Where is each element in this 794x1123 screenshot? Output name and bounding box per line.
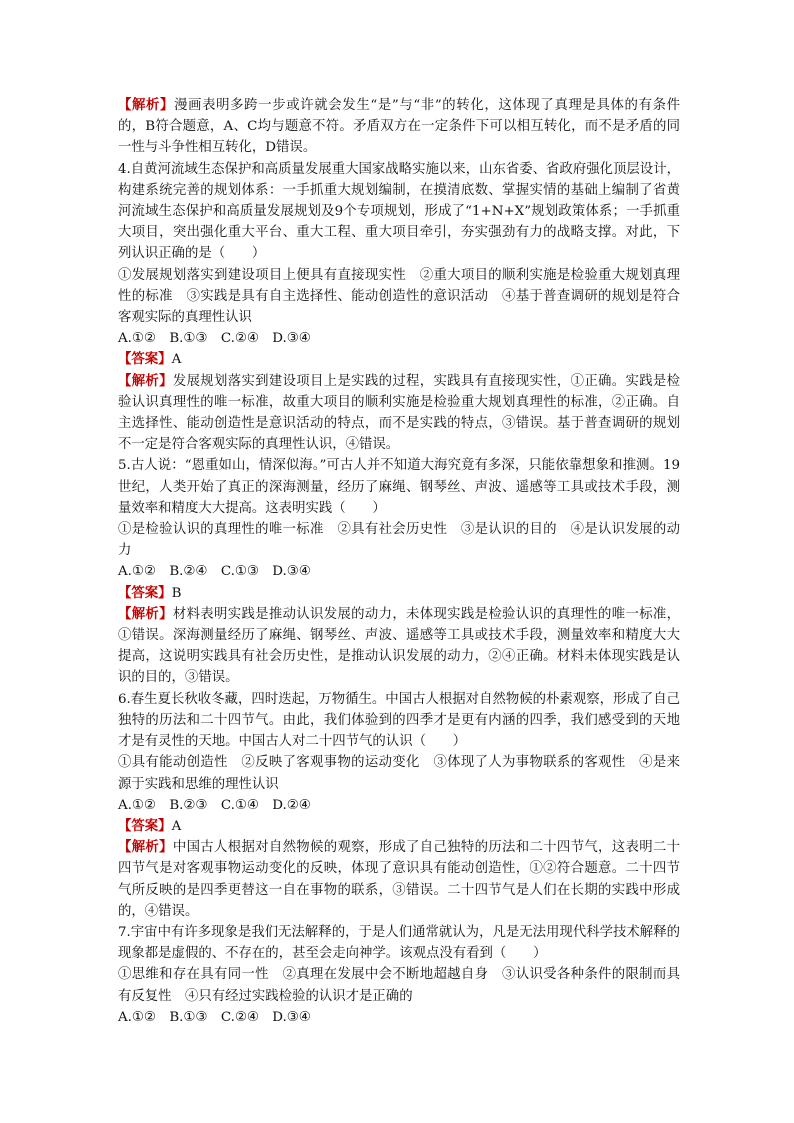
answer-paragraph bbox=[118, 583, 680, 604]
question-7-options: A.①② B.①③ C.②④ D.③④ bbox=[118, 1009, 311, 1025]
analysis-tag: 【解析】 bbox=[118, 605, 173, 622]
answer-tag: 【答案】 bbox=[118, 351, 172, 368]
answer-value: B bbox=[171, 585, 182, 601]
question-4-options: A.①② B.①③ C.②④ D.③④ bbox=[118, 331, 311, 347]
question-6-statements: ①具有能动创造性 ②反映了客观事物的运动变化 ③体现了人为事物联系的客观性 ④是来源于实践和思维的理性认识 bbox=[118, 755, 680, 792]
answer-tag: 【答案】 bbox=[118, 817, 172, 834]
question-6-options: A.①② B.②③ C.①④ D.②④ bbox=[118, 797, 311, 813]
analysis-tag: 【解析】 bbox=[118, 97, 175, 113]
question-4-stem: 4.自黄河流域生态保护和高质量发展重大国家战略实施以来，山东省委、省政府强化顶层设计，构建系统完善的规划体系：一手抓重大规划编制，在摸清底数、掌握实情的基础上编制了省黄河流域生态保护和高质量发展规划及9个专项规划，形成了“1+N+X”规划政策体系；一手抓重大项目，突出强化重大平台、重大工程、重大项目牵引，夯实强劲有力的战略支撑。对此，下列认识正确的是（ ） bbox=[118, 161, 680, 262]
document-page bbox=[118, 95, 680, 1028]
question-4-statements: ①发展规划落实到建设项目上便具有直接现实性 ②重大项目的顺利实施是检验重大规划真理性的标准 ③实践是具有自主选择性、能动创造性的意识活动 ④基于普查调研的规划是符合客观实际的真理性认识 bbox=[118, 267, 680, 326]
question-7-statements: ①思维和存在具有同一性 ②真理在发展中会不断地超越自身 ③认识受各种条件的限制而具有反复性 ④只有经过实践检验的认识才是正确的 bbox=[118, 967, 680, 1004]
question-5-options: A.①② B.②④ C.①③ D.③④ bbox=[118, 564, 311, 580]
analysis-paragraph bbox=[118, 604, 680, 689]
analysis-text: 发展规划落实到建设项目上是实践的过程，实践具有直接现实性，①正确。实践是检验认识真理性的唯一标准，故重大项目的顺利实施是检验重大规划真理性的标准，②正确。自主选择性、能动创造性是意识活动的特点，而不是实践的特点，③错误。基于普查调研的规划不一定是符合客观实际的真理性认识，④错误。 bbox=[118, 373, 681, 453]
analysis-text: 材料表明实践是推动认识发展的动力，未体现实践是检验认识的真理性的唯一标准，①错误。深海测量经历了麻绳、钢琴丝、声波、遥感等工具或技术手段，测量效率和精度大大提高，这说明实践具有社会历史性，是推动认识发展的动力，②④正确。材料未体现实践是认识的目的，③错误。 bbox=[118, 606, 681, 686]
analysis-paragraph bbox=[118, 95, 680, 159]
analysis-paragraph bbox=[118, 371, 680, 456]
analysis-paragraph bbox=[118, 837, 680, 922]
answer-tag: 【答案】 bbox=[118, 584, 172, 601]
answer-value: A bbox=[171, 818, 182, 834]
answer-value: A bbox=[171, 352, 182, 368]
analysis-tag: 【解析】 bbox=[118, 839, 173, 856]
question-5-statements: ①是检验认识的真理性的唯一标准 ②具有社会历史性 ③是认识的目的 ④是认识发展的动力 bbox=[118, 522, 680, 559]
analysis-text: 中国古人根据对自然物候的观察，形成了自己独特的历法和二十四节气，这表明二十四节气是对客观事物运动变化的反映，体现了意识具有能动创造性，①②符合题意。二十四节气所反映的是四季更替这一自在事物的联系，③错误。二十四节气是人们在长期的实践中形成的，④错误。 bbox=[118, 840, 681, 919]
question-5-stem: 5.古人说：“恩重如山，情深似海。”可古人并不知道大海究竟有多深，只能依靠想象和推测。19世纪，人类开始了真正的深海测量，经历了麻绳、钢琴丝、声波、遥感等工具或技术手段，测量效率和精度大大提高。这表明实践（ ） bbox=[118, 458, 680, 516]
question-7-stem: 7.宇宙中有许多现象是我们无法解释的，于是人们通常就认为，凡是无法用现代科学技术解释的现象都是虚假的、不存在的，甚至会走向神学。该观点没有看到（ ） bbox=[118, 924, 680, 962]
answer-paragraph bbox=[118, 816, 680, 837]
answer-paragraph bbox=[118, 349, 680, 370]
analysis-tag: 【解析】 bbox=[118, 372, 173, 389]
analysis-text: 漫画表明多跨一步或许就会发生“是”与“非”的转化，这体现了真理是具体的有条件的，B符合题意，A、C均与题意不符。矛盾双方在一定条件下可以相互转化，而不是矛盾的同一性与斗争性相互转化，D错误。 bbox=[118, 98, 680, 156]
question-6-stem: 6.春生夏长秋收冬藏，四时迭起，万物循生。中国古人根据对自然物候的朴素观察，形成了自己独特的历法和二十四节气。由此，我们体验到的四季才是更有内涵的四季，我们感受到的天地才是有灵性的天地。中国古人对二十四节气的认识（ ） bbox=[118, 691, 680, 750]
